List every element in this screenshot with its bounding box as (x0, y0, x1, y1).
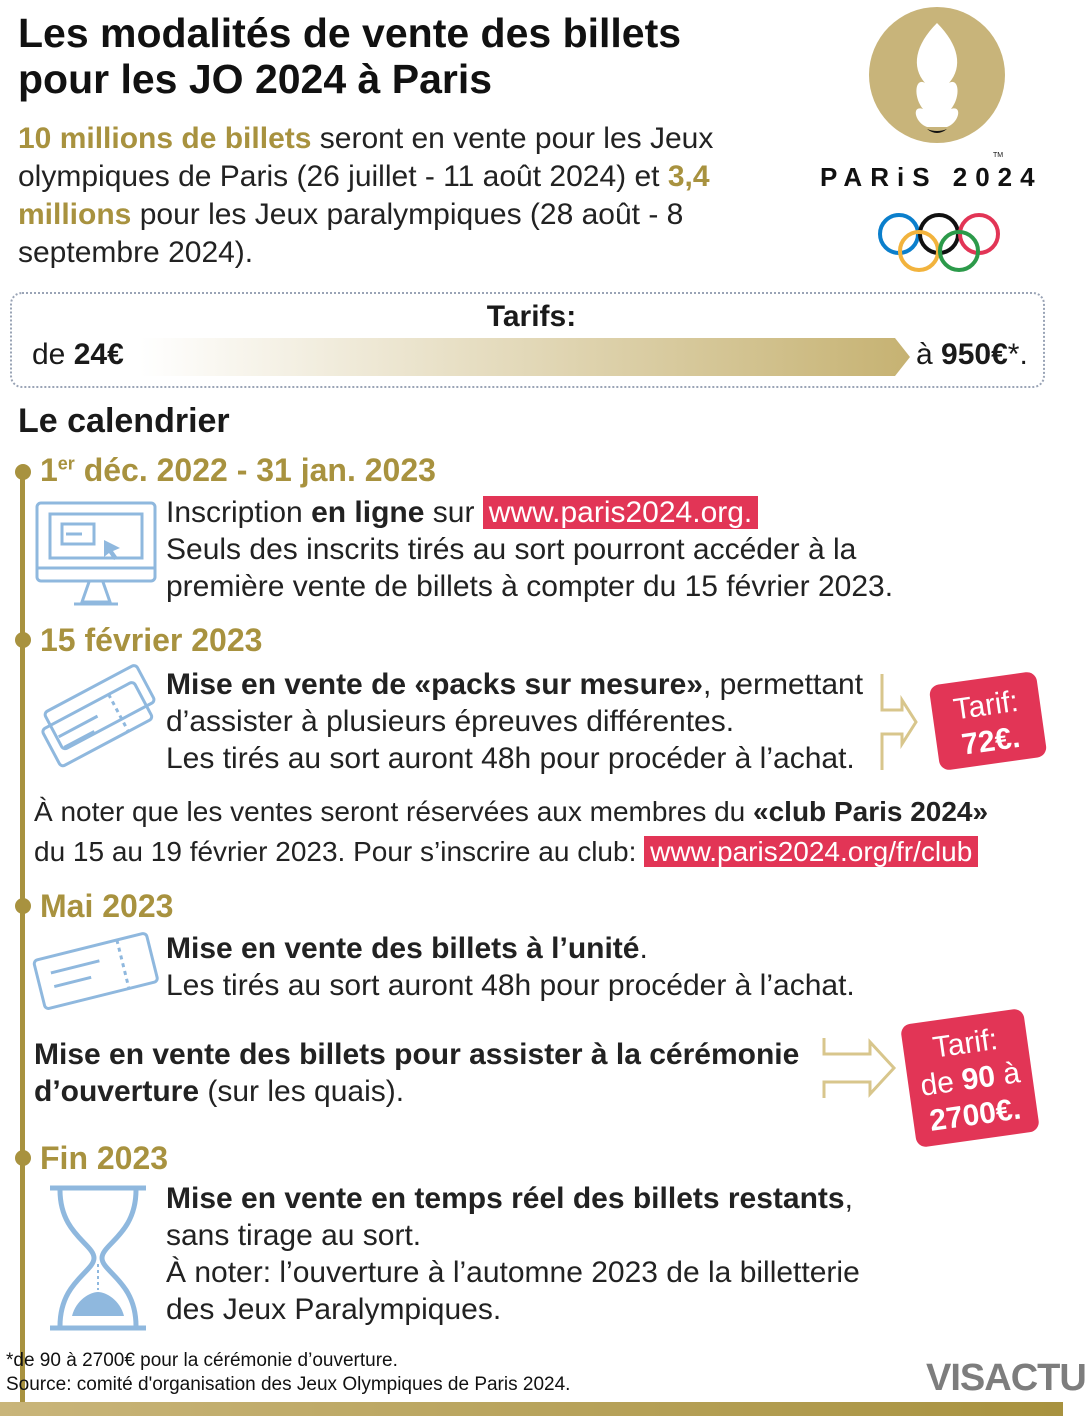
badge-ceremony-min: 90 (959, 1059, 998, 1097)
tarif-range-arrow (140, 338, 910, 376)
bracket-arrow-icon (878, 672, 920, 772)
intro-highlight-paralympic: 3,4 millions (18, 160, 710, 231)
timeline-dot-2 (15, 632, 31, 648)
section-2-line-3: Les tirés au sort auront 48h pour procéder à l’achat. (166, 742, 855, 775)
tarif-min (32, 338, 124, 372)
section-2-text (166, 666, 886, 777)
ticket-icon (32, 930, 160, 1014)
club-note-t1: À noter que les ventes seront réservées aux membres du (34, 796, 754, 827)
section-1-t1: Inscription (166, 496, 312, 529)
computer-icon (34, 500, 158, 610)
intro-text-1: seront en vente pour les Jeux olympiques de Paris (26 juillet - 11 août 2024) et (18, 122, 714, 193)
timeline-dot-4 (15, 1150, 31, 1166)
timeline-dot-1 (15, 464, 31, 480)
ceremony-line-1: Mise en vente des billets pour assister à la cérémonie (34, 1038, 800, 1071)
section-1-line-2: Seuls des inscrits tirés au sort pourront accéder à la (166, 533, 857, 566)
section-1-t1-bold: en ligne (311, 496, 425, 529)
bottom-rule (0, 1402, 1063, 1416)
price-badge-ceremony (900, 1008, 1040, 1148)
section-3-l1: . (639, 932, 648, 965)
tarif-min-value: 24€ (73, 338, 124, 371)
tarif-max-value: 950€ (941, 338, 1008, 371)
section-1-date-sup: er (57, 453, 75, 474)
club-note-t2: du 15 au 19 février 2023. Pour s’inscrire au club: (34, 836, 645, 867)
badge-ceremony-max: 2700€. (927, 1092, 1023, 1138)
visactu-logo: VISACTU (926, 1357, 1086, 1399)
section-3-text (166, 930, 1026, 1004)
intro-highlight-olympic: 10 millions de billets (18, 122, 312, 155)
section-4-line-4: des Jeux Paralympiques. (166, 1293, 502, 1326)
footnote: *de 90 à 2700€ pour la cérémonie d’ouverture. (6, 1350, 398, 1371)
section-1-line-1 (166, 494, 1026, 531)
section-3-line-1 (166, 930, 1026, 967)
badge-ceremony-de: de (918, 1064, 965, 1103)
ceremony-text (34, 1036, 824, 1110)
club-note (34, 792, 1064, 872)
hourglass-icon (46, 1184, 150, 1332)
section-1-text (166, 494, 1026, 605)
tarif-max-suffix: *. (1007, 338, 1028, 371)
section-2-line-2: d’assister à plusieurs épreuves différentes. (166, 705, 735, 738)
section-3-line-2: Les tirés au sort auront 48h pour procéder à l’achat. (166, 969, 855, 1002)
section-1-t1c: sur (424, 496, 483, 529)
section-3-date: Mai 2023 (40, 888, 174, 924)
timeline-dot-3 (15, 898, 31, 914)
section-4-line-1 (166, 1180, 1026, 1217)
section-4-line-2: sans tirage au sort. (166, 1219, 422, 1252)
logo-wordmark: PARiS 2024 (820, 162, 1043, 192)
club-note-bold: «club Paris 2024» (753, 796, 989, 827)
section-4-text (166, 1180, 1026, 1328)
title-line-2: pour les JO 2024 à Paris (18, 56, 493, 102)
paris-2024-logo (815, 5, 1060, 270)
ceremony-line-2 (34, 1073, 824, 1110)
title-line-1: Les modalités de vente des billets (18, 10, 682, 56)
registration-link[interactable]: www.paris2024.org. (483, 496, 758, 529)
tarifs-label: Tarifs: (486, 300, 577, 333)
ceremony-l2: (sur les quais). (199, 1075, 405, 1108)
timeline-line (20, 470, 25, 1410)
section-4-date: Fin 2023 (40, 1140, 169, 1176)
club-link[interactable]: www.paris2024.org/fr/club (644, 836, 978, 867)
badge-72-label: Tarif: (951, 684, 1021, 727)
intro-paragraph (18, 120, 808, 272)
badge-ceremony-a: à (992, 1056, 1023, 1093)
badge-72-value: 72€. (959, 720, 1023, 762)
section-4-l1: , (844, 1182, 853, 1215)
calendar-title: Le calendrier (18, 402, 230, 440)
section-1-date-rest: déc. 2022 - 31 jan. 2023 (74, 452, 436, 488)
source-note: Source: comité d'organisation des Jeux Olympiques de Paris 2024. (6, 1374, 571, 1395)
section-2-date: 15 février 2023 (40, 622, 263, 658)
section-1-date (40, 452, 436, 489)
badge-ceremony-label: Tarif: (930, 1022, 1000, 1065)
club-note-line-1 (34, 792, 1064, 832)
section-1-date-day: 1 (40, 452, 58, 488)
tarif-max (916, 338, 1028, 372)
section-2-l1-bold: Mise en vente de «packs sur mesure» (166, 668, 703, 701)
section-4-l1-bold: Mise en vente en temps réel des billets restants (166, 1182, 845, 1215)
ceremony-l2-bold: d’ouverture (34, 1075, 200, 1108)
section-3-l1-bold: Mise en vente des billets à l’unité (166, 932, 640, 965)
tarif-max-prefix: à (916, 338, 942, 371)
tarif-min-prefix: de (32, 338, 74, 371)
section-4-line-3: À noter: l’ouverture à l’automne 2023 de la billetterie (166, 1256, 860, 1289)
section-2-l1: , permettant (702, 668, 864, 701)
intro-text-2: pour les Jeux paralympiques (28 août - 8 septembre 2024). (18, 198, 684, 269)
club-note-line-2 (34, 832, 1064, 872)
price-badge-72 (929, 671, 1048, 771)
bracket-arrow-icon-2 (820, 1036, 898, 1100)
page-title (18, 10, 818, 102)
tickets-icon (28, 668, 160, 768)
section-1-line-3: première vente de billets à compter du 15 février 2023. (166, 570, 894, 603)
section-2-line-1 (166, 666, 886, 703)
logo-trademark: TM (993, 152, 1004, 159)
